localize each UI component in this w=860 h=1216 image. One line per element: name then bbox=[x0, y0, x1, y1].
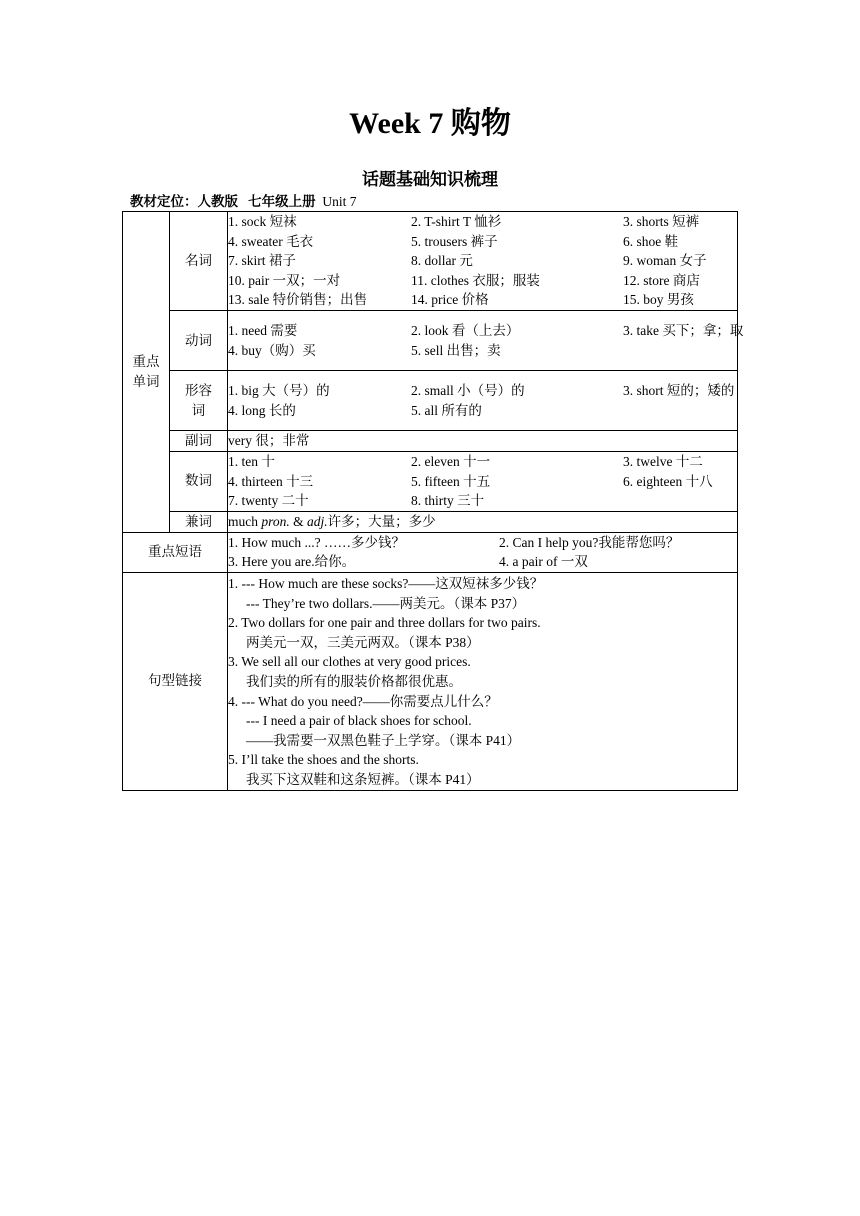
adjective-item: 1. big 大（号）的 bbox=[228, 382, 330, 398]
vocab-section-label bbox=[123, 212, 170, 533]
numeral-item: 1. ten 十 bbox=[228, 454, 275, 469]
noun-item: 9. woman 女子 bbox=[623, 253, 707, 269]
noun-item: 11. clothes 衣服；服装 bbox=[411, 272, 540, 288]
noun-item: 4. sweater 毛衣 bbox=[228, 233, 314, 249]
sentences-label: 句型链接 bbox=[123, 572, 228, 790]
verb-item: 3. take 买下；拿；取 bbox=[623, 322, 744, 338]
textbook-label: 教材定位：人教版 bbox=[130, 194, 238, 209]
verb-item: 5. sell 出售；卖 bbox=[411, 342, 501, 358]
sentences-cell bbox=[228, 572, 738, 790]
noun-item: 8. dollar 元 bbox=[411, 253, 473, 269]
verbs-label: 动词 bbox=[170, 311, 228, 371]
adjectives-label bbox=[170, 371, 228, 431]
phrase-item: 1. How much ...? ……多少钱？ bbox=[228, 534, 405, 550]
verb-item: 4. buy（购）买 bbox=[228, 342, 316, 358]
sentence-line: 3. We sell all our clothes at very good prices. bbox=[228, 654, 471, 670]
noun-item: 1. sock 短袜 bbox=[228, 214, 297, 230]
sentence-line: ——我需要一双黑色鞋子上学穿。（课本 P41） bbox=[246, 732, 521, 748]
adjective-item: 4. long 长的 bbox=[228, 402, 296, 418]
adjectives-cell bbox=[228, 371, 738, 431]
noun-item: 14. price 价格 bbox=[411, 292, 489, 308]
phrases-label: 重点短语 bbox=[123, 532, 228, 572]
noun-item: 7. skirt 裙子 bbox=[228, 253, 296, 269]
phrase-item: 3. Here you are.给你。 bbox=[228, 554, 356, 570]
phrase-item: 4. a pair of 一双 bbox=[499, 554, 588, 570]
multi-class-meaning: 许多；大量；多少 bbox=[327, 513, 436, 529]
noun-item: 15. boy 男孩 bbox=[623, 292, 694, 308]
sentence-line: 我买下这双鞋和这条短裤。（课本 P41） bbox=[246, 771, 480, 787]
pos-amp: & bbox=[293, 513, 304, 529]
phrases-cell bbox=[228, 532, 738, 572]
sentence-line: 5. I’ll take the shoes and the shorts. bbox=[228, 752, 419, 768]
noun-item: 12. store 商店 bbox=[623, 272, 700, 288]
vocab-section-text: 重点单词 bbox=[132, 353, 160, 389]
page-title: Week 7 购物 bbox=[349, 107, 511, 140]
multi-class-cell bbox=[228, 511, 738, 532]
numeral-item: 7. twenty 二十 bbox=[228, 493, 309, 509]
sentence-line: 1. --- How much are these socks?——这双短袜多少钱？ bbox=[228, 575, 544, 591]
textbook-info bbox=[130, 193, 357, 211]
nouns-label: 名词 bbox=[170, 212, 228, 311]
unit-label: Unit 7 bbox=[322, 194, 357, 209]
numerals-cell bbox=[228, 452, 738, 512]
numerals-label: 数词 bbox=[170, 452, 228, 512]
knowledge-table bbox=[122, 211, 744, 791]
adverbs-label: 副词 bbox=[170, 431, 228, 452]
numeral-item: 2. eleven 十一 bbox=[411, 454, 491, 469]
grade-label: 七年级上册 bbox=[248, 194, 316, 209]
multi-class-word: much bbox=[228, 513, 258, 529]
adverbs-cell: very 很；非常 bbox=[228, 431, 738, 452]
sentence-line: 2. Two dollars for one pair and three dollars for two pairs. bbox=[228, 615, 541, 631]
pos-pron: pron. bbox=[261, 513, 290, 529]
numeral-item: 3. twelve 十二 bbox=[623, 454, 703, 469]
noun-item: 3. shorts 短裤 bbox=[623, 214, 700, 230]
noun-item: 2. T-shirt T 恤衫 bbox=[411, 214, 502, 230]
verbs-cell bbox=[228, 311, 744, 371]
nouns-cell bbox=[228, 212, 738, 311]
numeral-item: 6. eighteen 十八 bbox=[623, 473, 713, 489]
numeral-item: 5. fifteen 十五 bbox=[411, 473, 491, 489]
sentence-line: --- I need a pair of black shoes for school. bbox=[246, 713, 472, 729]
noun-item: 13. sale 特价销售；出售 bbox=[228, 292, 368, 308]
phrase-item: 2. Can I help you?我能帮您吗？ bbox=[499, 534, 680, 550]
adjective-item: 5. all 所有的 bbox=[411, 402, 482, 418]
numeral-item: 4. thirteen 十三 bbox=[228, 473, 314, 489]
sentence-line: --- They’re two dollars.——两美元。（课本 P37） bbox=[246, 595, 526, 611]
multi-class-label: 兼词 bbox=[170, 511, 228, 532]
adjectives-label-text: 形容词 bbox=[185, 382, 212, 418]
noun-item: 10. pair 一双；一对 bbox=[228, 272, 341, 288]
section-subtitle: 话题基础知识梳理 bbox=[362, 170, 498, 189]
verb-item: 1. need 需要 bbox=[228, 322, 298, 338]
adjective-item: 2. small 小（号）的 bbox=[411, 382, 525, 398]
pos-adj: adj. bbox=[307, 513, 328, 529]
adjective-item: 3. short 短的；矮的 bbox=[623, 382, 735, 398]
numeral-item: 8. thirty 三十 bbox=[411, 493, 485, 509]
sentence-line: 4. --- What do you need?——你需要点儿什么？ bbox=[228, 693, 498, 709]
noun-item: 5. trousers 裤子 bbox=[411, 233, 498, 249]
sentence-line: 我们卖的所有的服装价格都很优惠。 bbox=[246, 673, 462, 689]
noun-item: 6. shoe 鞋 bbox=[623, 233, 679, 249]
verb-item: 2. look 看（上去） bbox=[411, 322, 520, 338]
sentence-line: 两美元一双，三美元两双。（课本 P38） bbox=[246, 634, 480, 650]
